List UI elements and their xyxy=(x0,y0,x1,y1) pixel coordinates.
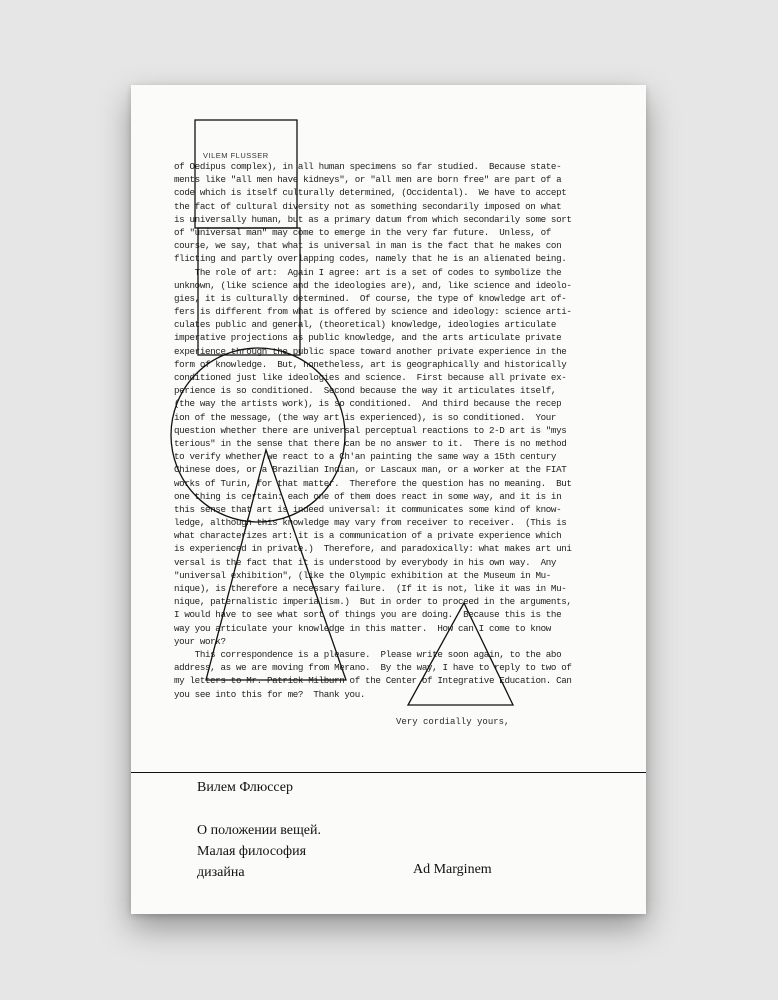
title-line: дизайна xyxy=(197,865,245,880)
letter-line: gies, it is culturally determined. Of course, the type of knowledge art of- xyxy=(174,292,567,304)
letter-line: question whether there are universal perceptual reactions to 2-D art is "mys xyxy=(174,424,567,436)
letter-line: perience is so conditioned. Second because the way it articulates itself, xyxy=(174,385,557,397)
letter-line: ments like "all men have kidneys", or "all men are born free" are part of a xyxy=(174,174,562,186)
letterhead: VILEM FLUSSER xyxy=(203,151,269,160)
letter-line: to verify whether we react to a Ch'an painting the same way a 15th century xyxy=(174,451,557,463)
letter-line: versal is the fact that it is understood by everybody in his own way. Any xyxy=(174,556,557,568)
letter-line: conditioned just like ideologies and science. First because all private ex- xyxy=(174,372,567,383)
publisher-name: Ad Marginem xyxy=(413,862,492,877)
letter-line: culates public and general, (theoretical) knowledge, ideologies articulate xyxy=(174,319,557,331)
book-title xyxy=(197,820,321,883)
title-line: О положении вещей. xyxy=(197,823,321,838)
letter-line: is universally human, but as a primary datum from which secondarily some sort xyxy=(174,213,572,225)
letter-line: the fact of cultural diversity not as something secondarily imposed on what xyxy=(174,200,562,212)
letter-line: This correspondence is a pleasure. Please write soon again, to the abo xyxy=(174,648,562,660)
divider xyxy=(131,772,646,773)
author-name: Вилем Флюссер xyxy=(197,780,294,795)
overlay-large-triangle xyxy=(206,450,346,680)
letter-line: is experienced in private.) Therefore, and paradoxically: what makes art uni xyxy=(174,543,572,555)
overlay-square xyxy=(198,228,300,355)
letter-line: your work? xyxy=(174,635,226,647)
letter-line: ledge, although this knowledge may vary from receiver to receiver. (This is xyxy=(174,517,567,529)
letter-line: my letters to Mr. Patrick Milburn of the Center of Integrative Education. Can xyxy=(174,675,572,687)
letter-line: address, as we are moving from Merano. By the way, I have to reply to two of xyxy=(174,662,572,674)
letter-line: what characterizes art: it is a communication of a private experience which xyxy=(174,530,562,542)
letter-signoff: Very cordially yours, xyxy=(396,717,510,727)
overlay-circle xyxy=(171,348,345,522)
letter-line: nique), is therefore a necessary failure. (If it is not, like it was in Mu- xyxy=(174,583,567,594)
letter-line: course, we say, that what is universal in man is the fact that he makes con xyxy=(174,240,562,252)
letter-line: nique, paternalistic imperialism.) But in order to proceed in the arguments, xyxy=(174,596,572,608)
overlay-rectangle xyxy=(195,120,297,228)
overlay-small-triangle xyxy=(408,603,513,705)
book-cover xyxy=(131,85,646,914)
letter-line: terious" in the sense that there can be no answer to it. There is no method xyxy=(174,437,567,449)
letter-line: ion of the message, (the way art is experienced), is so conditioned. Your xyxy=(174,411,557,423)
letter-line: I would have to see what sort of things you are doing. Because this is the xyxy=(174,609,562,621)
letter-line: Chinese does, or a Brazilian Indian, or Lascaux man, or a worker at the FIAT xyxy=(174,464,567,476)
letter-line: of "universal man" may come to emerge in the very far future. Unless, of xyxy=(174,226,551,238)
title-line: Малая философия xyxy=(197,844,307,859)
letter-line: one thing is certain: each one of them does react in some way, and it is in xyxy=(174,490,562,502)
letter-line: this sense that art is indeed universal: it communicates some kind of know- xyxy=(174,503,562,515)
letter-line: form of knowledge. But, nonetheless, art is geographically and historically xyxy=(174,358,567,370)
letter-line: The role of art: Again I agree: art is a set of codes to symbolize the xyxy=(174,266,562,278)
letter-line: (the way the artists work), is so conditioned. And third because the recep xyxy=(174,398,562,410)
letter-line: "universal exhibition", (like the Olympic exhibition at the Museum in Mu- xyxy=(174,569,551,581)
letter-line: unknown, (like science and the ideologies are), and, like science and ideolo- xyxy=(174,279,572,291)
geometric-overlay xyxy=(131,85,646,775)
letter-line: imperative projections as public knowledge, and the arts articulate private xyxy=(174,332,562,344)
letter-line: of Oedipus complex), in all human specimens so far studied. Because state- xyxy=(174,161,562,172)
letter-line: flicting and partly overlapping codes, namely that he is an alienated being. xyxy=(174,253,567,265)
letter-line: way you articulate your knowledge in this matter. How can I come to know xyxy=(174,622,551,634)
letter-line: experience through the public space toward another private experience in the xyxy=(174,345,567,357)
letter-line: code which is itself culturally determined, (Occidental). We have to accept xyxy=(174,187,567,199)
letter-line: you see into this for me? Thank you. xyxy=(174,688,366,700)
letter-line: fers is different from what is offered by science and ideology: science arti- xyxy=(174,306,572,318)
letter-line: works of Turin, for that matter. Therefore the question has no meaning. But xyxy=(174,477,572,489)
